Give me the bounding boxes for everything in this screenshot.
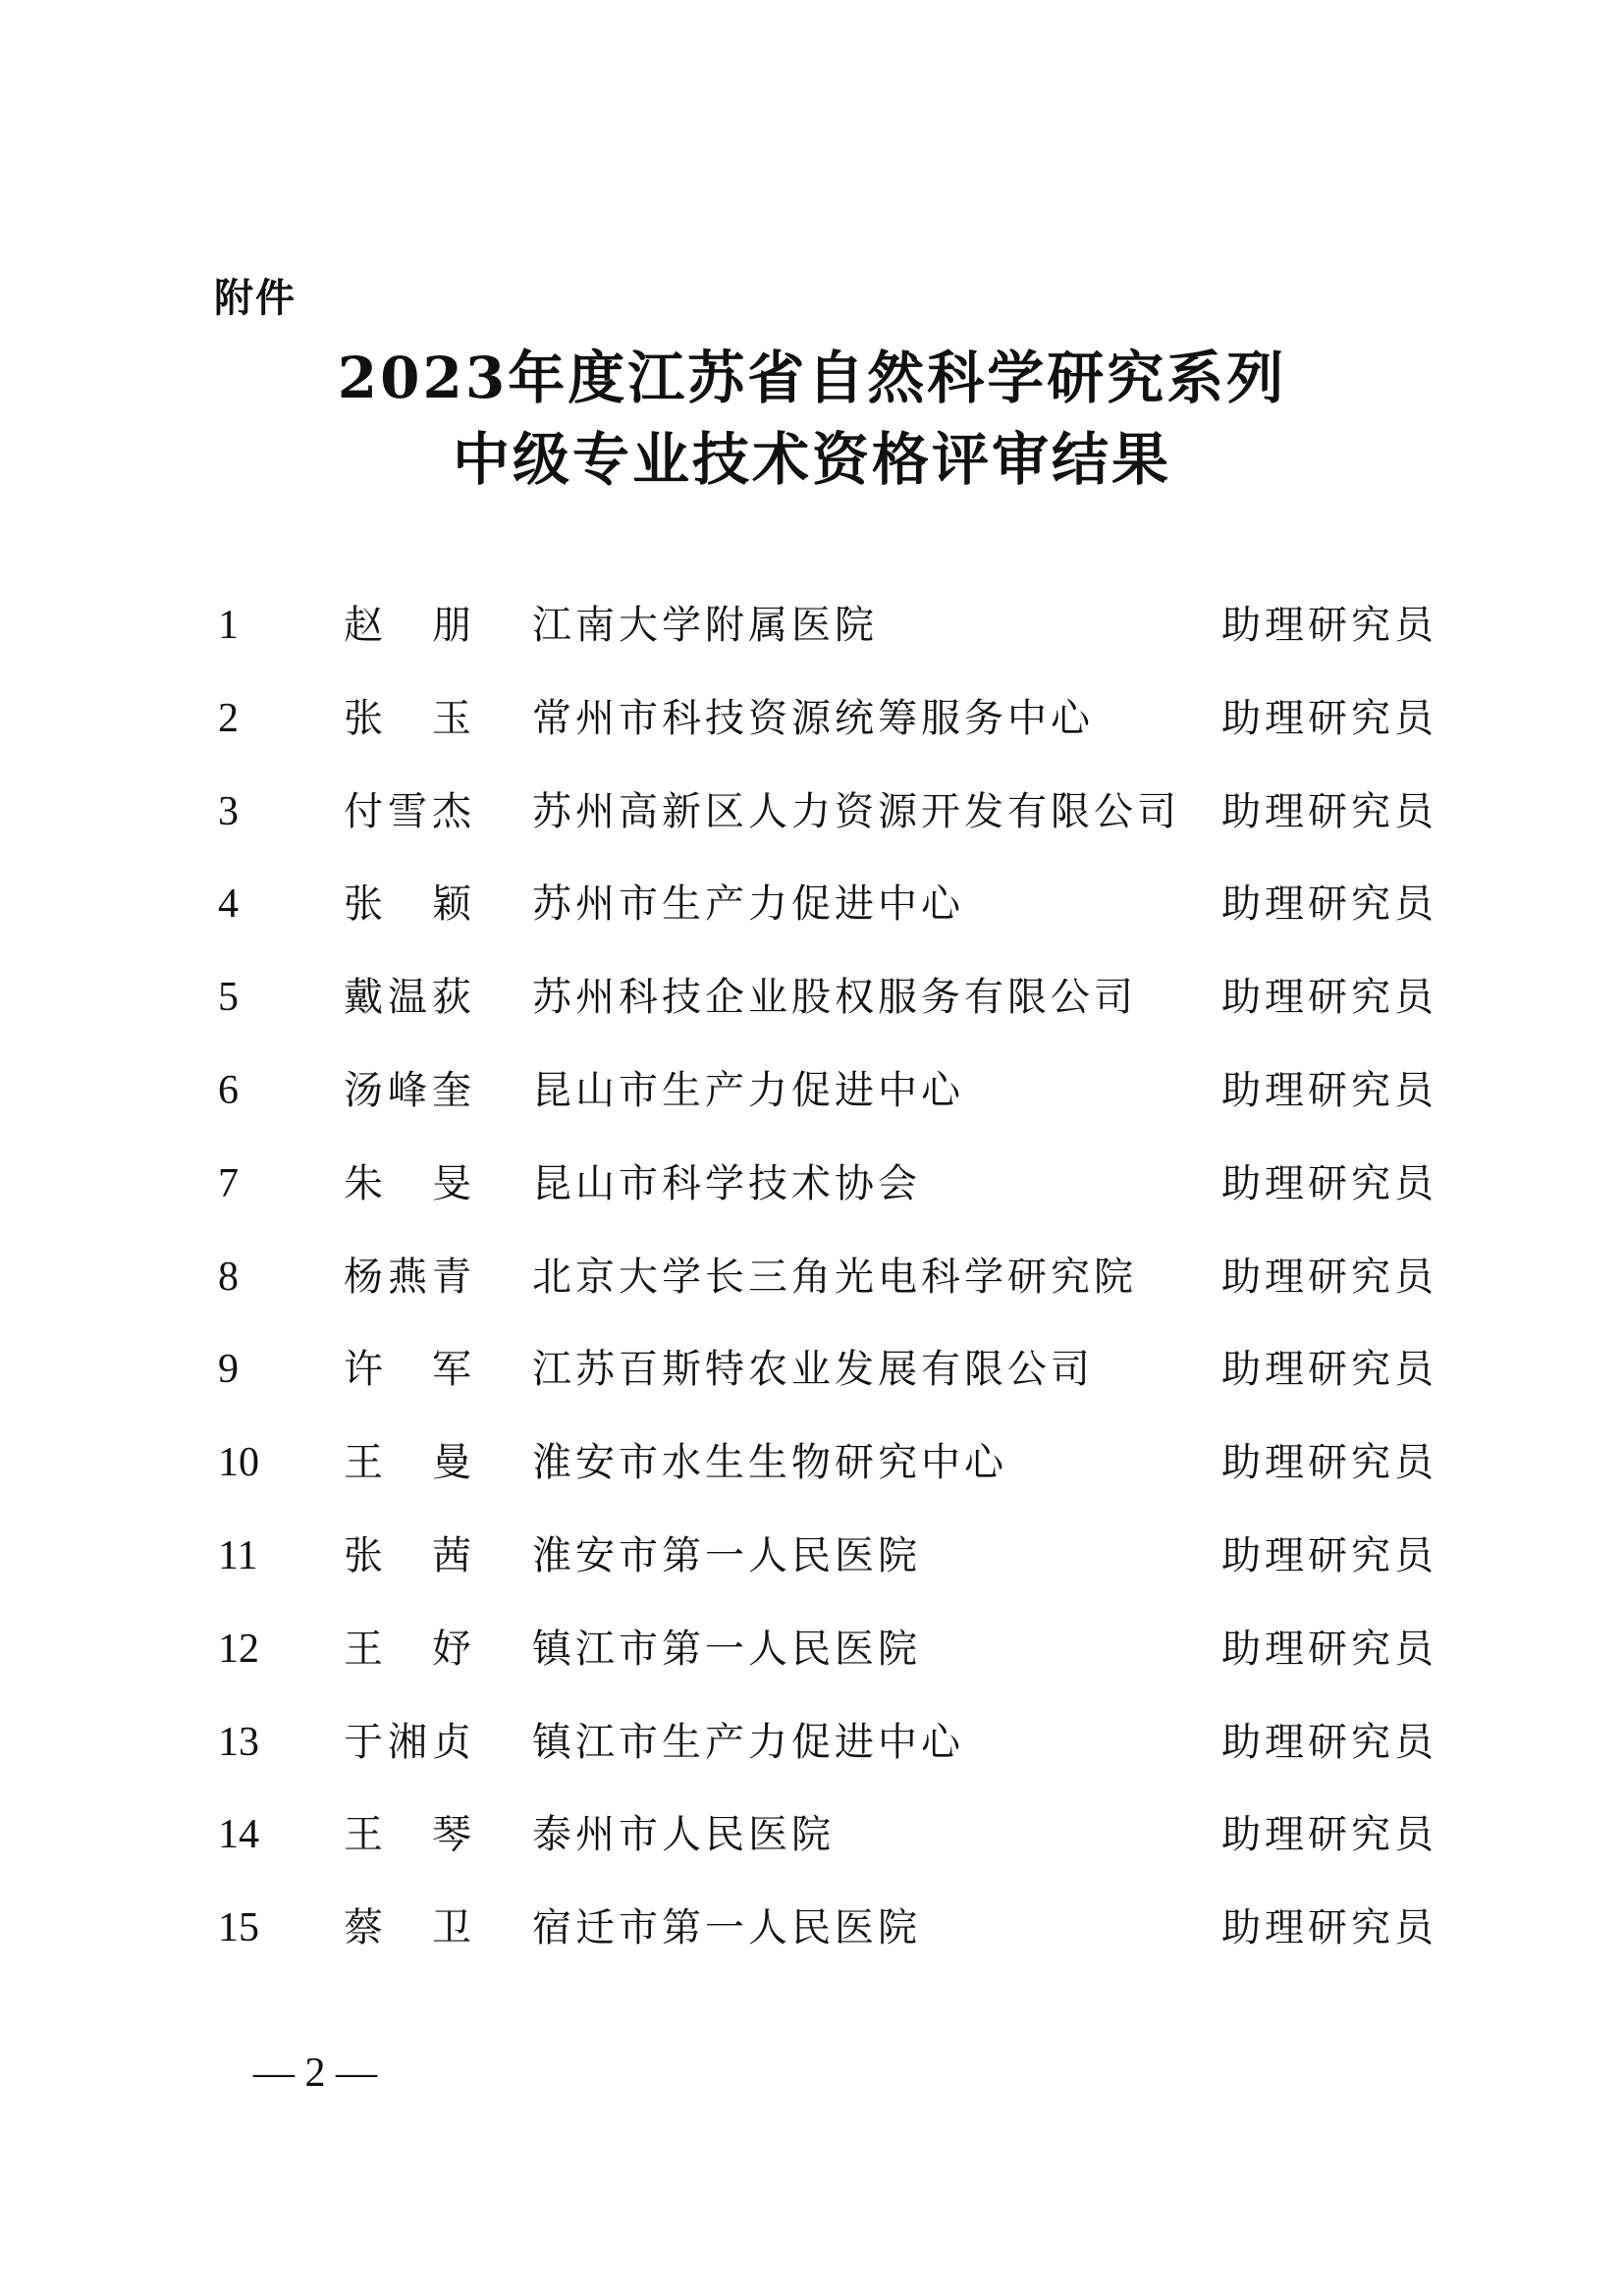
row-number: 1 (218, 603, 239, 648)
list-item (0, 1517, 1624, 1610)
professional-title: 助理研究员 (1221, 1067, 1437, 1113)
row-number: 14 (218, 1812, 259, 1858)
organization: 江苏百斯特农业发展有限公司 (532, 1347, 1094, 1393)
organization: 江南大学附属医院 (532, 603, 878, 648)
person-name: 朱旻 (344, 1160, 471, 1206)
person-name: 张茜 (344, 1532, 471, 1578)
row-number: 9 (218, 1347, 239, 1393)
person-name: 许军 (344, 1347, 471, 1393)
person-name: 赵朋 (344, 603, 471, 648)
result-list (0, 586, 1624, 1982)
professional-title: 助理研究员 (1221, 1905, 1437, 1951)
list-item (0, 865, 1624, 958)
list-item (0, 1330, 1624, 1423)
row-number: 13 (218, 1719, 259, 1765)
row-number: 11 (218, 1532, 258, 1578)
organization: 苏州高新区人力资源开发有限公司 (532, 788, 1180, 834)
organization: 镇江市第一人民医院 (532, 1626, 921, 1672)
list-item (0, 1145, 1624, 1238)
row-number: 4 (218, 881, 239, 928)
professional-title: 助理研究员 (1221, 788, 1437, 834)
organization: 宿迁市第一人民医院 (532, 1905, 921, 1951)
organization: 常州市科技资源统筹服务中心 (532, 695, 1094, 741)
row-number: 7 (218, 1160, 239, 1206)
row-number: 3 (218, 788, 239, 834)
professional-title: 助理研究员 (1221, 1254, 1437, 1300)
document-title-line-2: 中级专业技术资格评审结果 (452, 426, 1171, 493)
professional-title: 助理研究员 (1221, 603, 1437, 648)
list-item (0, 1610, 1624, 1703)
row-number: 10 (218, 1440, 259, 1486)
row-number: 8 (218, 1254, 239, 1300)
person-name: 王琴 (344, 1812, 471, 1858)
list-item (0, 1889, 1624, 1982)
person-name: 杨燕青 (344, 1254, 471, 1300)
list-item (0, 1703, 1624, 1796)
organization: 昆山市科学技术协会 (532, 1160, 921, 1206)
row-number: 5 (218, 975, 239, 1021)
professional-title: 助理研究员 (1221, 1812, 1437, 1858)
organization: 泰州市人民医院 (532, 1812, 835, 1858)
professional-title: 助理研究员 (1221, 975, 1437, 1021)
list-item (0, 586, 1624, 679)
person-name: 蔡卫 (344, 1905, 471, 1951)
list-item (0, 958, 1624, 1051)
list-item (0, 1423, 1624, 1517)
person-name: 汤峰奎 (344, 1067, 471, 1113)
professional-title: 助理研究员 (1221, 695, 1437, 741)
professional-title: 助理研究员 (1221, 1719, 1437, 1765)
person-name: 王曼 (344, 1440, 471, 1486)
list-item (0, 773, 1624, 866)
person-name: 戴温荻 (344, 975, 471, 1021)
professional-title: 助理研究员 (1221, 881, 1437, 928)
professional-title: 助理研究员 (1221, 1532, 1437, 1578)
person-name: 付雪杰 (344, 788, 471, 834)
document-title-line-1: 2023年度江苏省自然科学研究系列 (337, 345, 1287, 411)
row-number: 6 (218, 1067, 239, 1113)
person-name: 张玉 (344, 695, 471, 741)
professional-title: 助理研究员 (1221, 1160, 1437, 1206)
organization: 镇江市生产力促进中心 (532, 1719, 964, 1765)
organization: 苏州科技企业股权服务有限公司 (532, 975, 1137, 1021)
list-item (0, 1051, 1624, 1145)
list-item (0, 679, 1624, 773)
professional-title: 助理研究员 (1221, 1626, 1437, 1672)
organization: 淮安市水生生物研究中心 (532, 1440, 1007, 1486)
organization: 苏州市生产力促进中心 (532, 881, 964, 928)
person-name: 于湘贞 (344, 1719, 471, 1765)
organization: 淮安市第一人民医院 (532, 1532, 921, 1578)
list-item (0, 1795, 1624, 1889)
person-name: 张颖 (344, 881, 471, 928)
row-number: 12 (218, 1626, 259, 1672)
row-number: 15 (218, 1905, 259, 1951)
attachment-label: 附件 (214, 276, 297, 321)
organization: 昆山市生产力促进中心 (532, 1067, 964, 1113)
row-number: 2 (218, 695, 239, 741)
organization: 北京大学长三角光电科学研究院 (532, 1254, 1137, 1300)
page-number: — 2 — (253, 2051, 377, 2096)
professional-title: 助理研究员 (1221, 1347, 1437, 1393)
professional-title: 助理研究员 (1221, 1440, 1437, 1486)
list-item (0, 1238, 1624, 1331)
person-name: 王妤 (344, 1626, 471, 1672)
